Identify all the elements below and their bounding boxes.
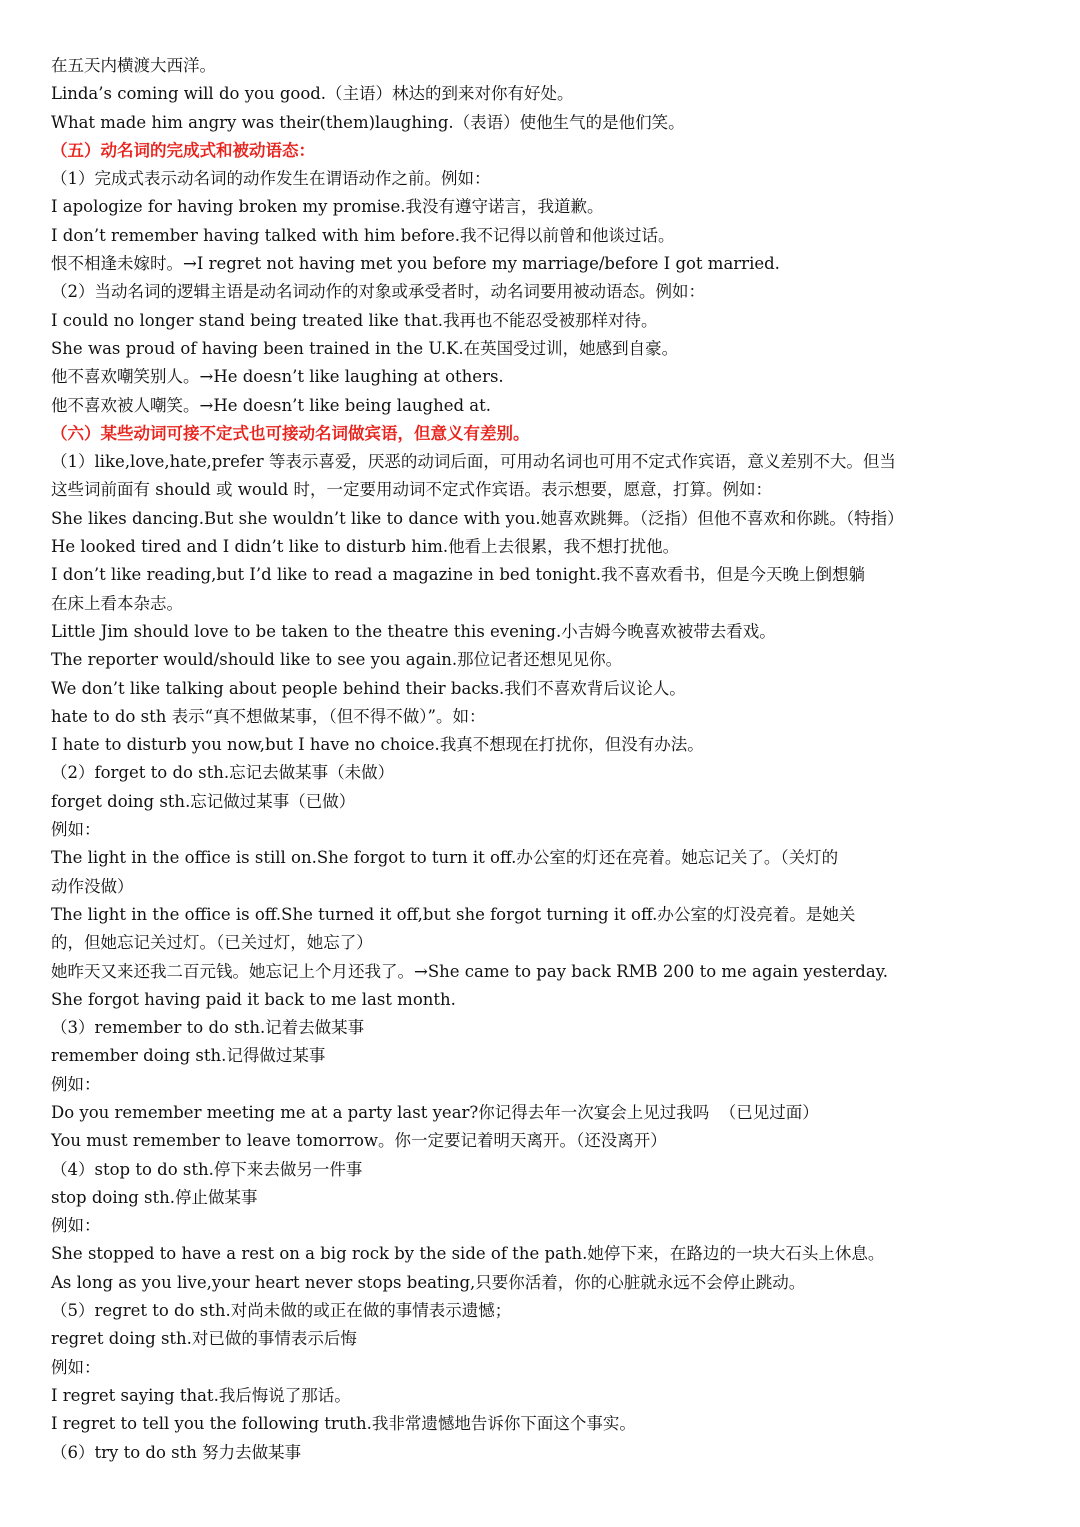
text-line: I apologize for having broken my promise.我没有遵守诺言，我道歉。	[51, 197, 604, 217]
text-line: （3）remember to do sth.记着去做某事	[51, 1018, 365, 1038]
text-line: 她昨天又来还我二百元钱。她忘记上个月还我了。→She came to pay back RMB 200 to me again yesterday.	[51, 961, 889, 981]
text-line: As long as you live,your heart never stops beating,只要你活着，你的心脏就永远不会停止跳动。	[51, 1272, 806, 1292]
text-line: We don’t like talking about people behind their backs.我们不喜欢背后议论人。	[51, 678, 686, 698]
text-line: What made him angry was their(them)laughing.（表语）使他生气的是他们笑。	[51, 112, 685, 132]
text-line: Linda’s coming will do you good.（主语）林达的到来对你有好处。	[51, 84, 574, 104]
text-line: 动作没做）	[51, 876, 134, 896]
text-line: 例如：	[51, 820, 101, 840]
text-line: （6）try to do sth 努力去做某事	[51, 1442, 302, 1462]
text-line: The light in the office is off.She turned it off,but she forgot turning it off.办公室的灯没亮着。是她关	[51, 904, 856, 924]
text-line: （5）regret to do sth.对尚未做的或正在做的事情表示遗憾；	[51, 1301, 512, 1321]
text-line: 例如：	[51, 1216, 101, 1236]
text-line: （2）forget to do sth.忘记去做某事（未做）	[51, 763, 395, 783]
text-line: 恨不相逢未嫁时。→I regret not having met you before my marriage/before I got married.	[51, 254, 780, 274]
text-line: 这些词前面有 should 或 would 时，一定要用动词不定式作宾语。表示想要，愿意，打算。例如：	[51, 480, 772, 500]
text-line: forget doing sth.忘记做过某事（已做）	[51, 791, 356, 811]
text-line: I regret saying that.我后悔说了那话。	[51, 1385, 351, 1405]
text-line: 例如：	[51, 1074, 101, 1094]
text-line: I don’t remember having talked with him before.我不记得以前曾和他谈过话。	[51, 225, 675, 245]
section-heading-6: （六）某些动词可接不定式也可接动名词做宾语，但意义有差别。	[51, 423, 530, 443]
text-line: I could no longer stand being treated like that.我再也不能忍受被那样对待。	[51, 310, 658, 330]
text-line: She was proud of having been trained in the U.K.在英国受过训，她感到自豪。	[51, 338, 679, 358]
document-page	[51, 52, 1041, 1467]
text-line: （4）stop to do sth.停下来去做另一件事	[51, 1159, 363, 1179]
text-line: stop doing sth.停止做某事	[51, 1187, 258, 1207]
text-line: You must remember to leave tomorrow。你一定要记着明天离开。（还没离开）	[51, 1131, 667, 1151]
text-line: （2）当动名词的逻辑主语是动名词动作的对象或承受者时，动名词要用被动语态。例如：	[51, 282, 705, 302]
text-line: （1）like,love,hate,prefer 等表示喜爱，厌恶的动词后面，可用动名词也可用不定式作宾语，意义差别不大。但当	[51, 452, 896, 472]
text-line: 的，但她忘记关过灯。（已关过灯，她忘了）	[51, 933, 373, 953]
text-line: 在五天内横渡大西洋。	[51, 56, 216, 75]
text-line: I hate to disturb you now,but I have no choice.我真不想现在打扰你，但没有办法。	[51, 735, 704, 755]
text-line: She likes dancing.But she wouldn’t like to dance with you.她喜欢跳舞。（泛指）但他不喜欢和你跳。（特指）	[51, 508, 904, 528]
text-line: （1）完成式表示动名词的动作发生在谓语动作之前。例如：	[51, 169, 491, 189]
text-line: Do you remember meeting me at a party last year?你记得去年一次宴会上见过我吗 （已见过面）	[51, 1102, 819, 1122]
text-line: The light in the office is still on.She forgot to turn it off.办公室的灯还在亮着。她忘记关了。（关灯的	[51, 848, 839, 868]
text-line: She stopped to have a rest on a big rock by the side of the path.她停下来，在路边的一块大石头上休息。	[51, 1244, 885, 1264]
section-heading-5: （五）动名词的完成式和被动语态：	[51, 140, 315, 160]
text-line: regret doing sth.对已做的事情表示后悔	[51, 1329, 357, 1349]
text-line: remember doing sth.记得做过某事	[51, 1046, 326, 1066]
text-line: He looked tired and I didn’t like to disturb him.他看上去很累，我不想打扰他。	[51, 537, 680, 557]
text-line: The reporter would/should like to see you again.那位记者还想见见你。	[51, 650, 623, 670]
text-line: 在床上看本杂志。	[51, 593, 183, 613]
text-line: 他不喜欢嘲笑别人。→He doesn’t like laughing at others.	[51, 367, 504, 387]
text-line: I don’t like reading,but I’d like to read a magazine in bed tonight.我不喜欢看书，但是今天晚上倒想躺	[51, 565, 866, 585]
text-line: She forgot having paid it back to me last month.	[51, 989, 456, 1009]
text-line: 例如：	[51, 1357, 101, 1377]
text-line: I regret to tell you the following truth.我非常遗憾地告诉你下面这个事实。	[51, 1414, 636, 1434]
text-line: 他不喜欢被人嘲笑。→He doesn’t like being laughed at.	[51, 395, 492, 415]
text-line: Little Jim should love to be taken to the theatre this evening.小吉姆今晚喜欢被带去看戏。	[51, 621, 776, 641]
text-line: hate to do sth 表示“真不想做某事，（但不得不做）”。如：	[51, 706, 486, 726]
